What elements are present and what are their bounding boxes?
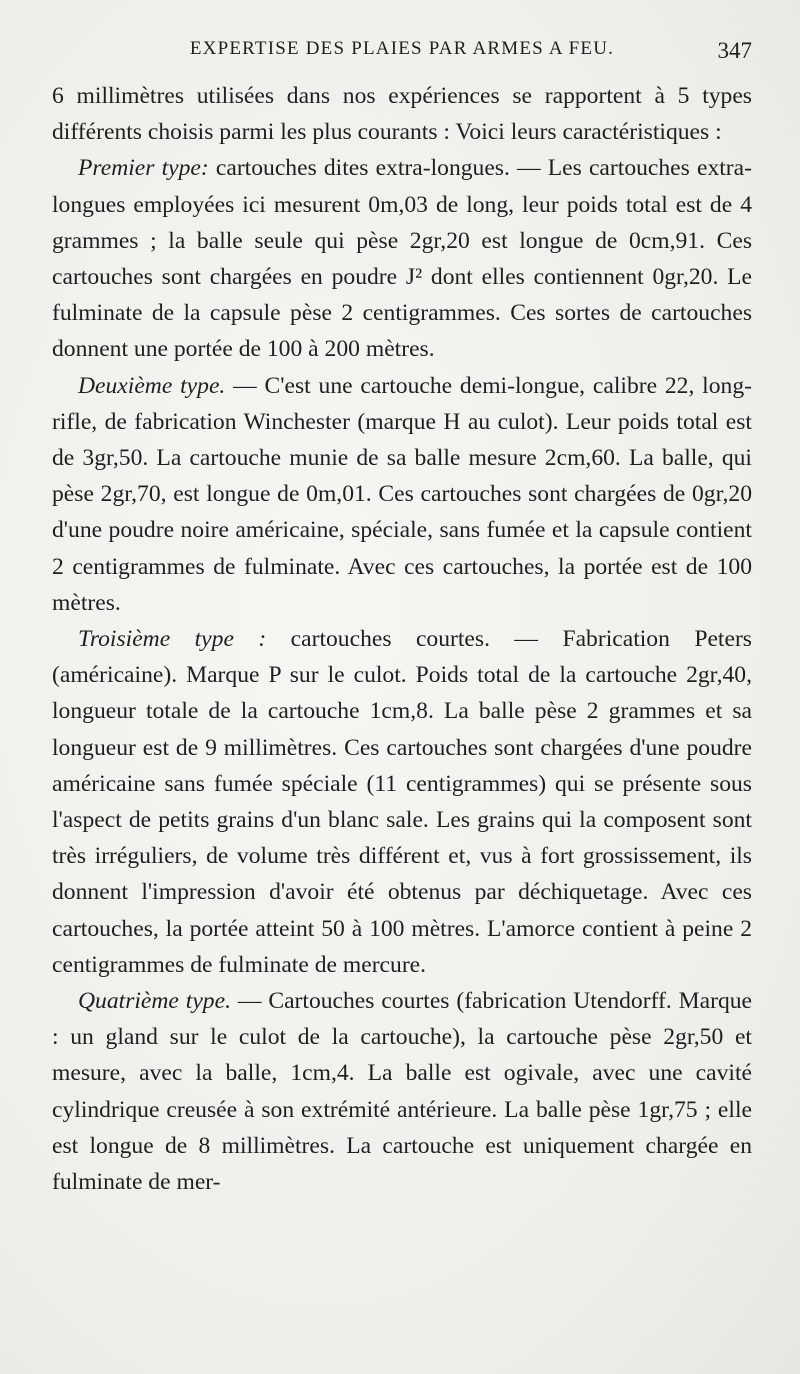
page-number: 347 bbox=[717, 38, 752, 63]
paragraph-troisieme-type bbox=[52, 621, 752, 983]
paragraph-text: — C'est une cartouche demi-longue, calibre 22, long-rifle, de fabrication Winchester (marque H au culot). Leur poids total est de 3gr,50. La cartouche munie de sa balle mesure 2cm,60. La balle, qui pèse 2gr,70, est longue de 0m,01. Ces cartouches sont chargées de 0gr,20 d'une poudre noire américaine, spéciale, sans fumée et la capsule contient 2 centigrammes de fulminate. Avec ces cartouches, la portée est de 100 mètres. bbox=[52, 372, 752, 616]
paragraph-text: cartouches courtes. — Fabrication Peters (américaine). Marque P sur le culot. Poids total de la cartouche 2gr,40, longueur totale de la cartouche 1cm,8. La balle pèse 2 grammes et sa longueur est de 9 millimètres. Ces cartouches sont chargées d'une poudre américaine sans fumée spéciale (11 centigrammes) qui se présente sous l'aspect de petits grains d'un blanc sale. Les grains qui la composent sont très irréguliers, de volume très différent et, vus à fort grossissement, ils donnent l'impression d'avoir été obtenus par déchiquetage. Avec ces cartouches, la portée atteint 50 à 100 mètres. L'amorce contient à peine 2 centigrammes de fulminate de mercure. bbox=[52, 626, 752, 978]
paragraph-premier-type bbox=[52, 150, 752, 367]
paragraph-text: cartouches dites extra-longues. — Les cartouches extra-longues employées ici mesurent 0m,03 de long, leur poids total est de 4 grammes ; la balle seule qui pèse 2gr,20 est longue de 0cm,91. Ces cartouches sont chargées en poudre J² dont elles contiennent 0gr,20. Le fulminate de la capsule pèse 2 centigrammes. Ces sortes de cartouches donnent une portée de 100 à 200 mètres. bbox=[52, 155, 752, 363]
running-title: EXPERTISE DES PLAIES PAR ARMES A FEU. bbox=[189, 38, 615, 59]
paragraph-lead: Quatrième type. bbox=[78, 988, 231, 1015]
paragraph-text: 6 millimètres utilisées dans nos expériences se rapportent à 5 types différents choisis parmi les plus courants : Voici leurs caractéristiques : bbox=[52, 83, 752, 146]
running-head bbox=[52, 38, 752, 78]
paragraph-quatrieme-type bbox=[52, 983, 752, 1200]
body-text bbox=[52, 78, 752, 1200]
paragraph-lead: Premier type: bbox=[78, 155, 209, 182]
paragraph-lead: Troisième type : bbox=[78, 626, 267, 653]
paragraph-continuation bbox=[52, 78, 752, 150]
paragraph-deuxieme-type bbox=[52, 368, 752, 621]
paragraph-lead: Deuxième type. bbox=[78, 372, 226, 399]
paragraph-text: — Cartouches courtes (fabrication Utendorff. Marque : un gland sur le culot de la cartouche), la cartouche pèse 2gr,50 et mesure, avec la balle, 1cm,4. La balle est ogivale, avec une cavité cylindrique creusée à son extrémité antérieure. La balle pèse 1gr,75 ; elle est longue de 8 millimètres. La cartouche est uniquement chargée en fulminate de mer- bbox=[52, 988, 753, 1196]
